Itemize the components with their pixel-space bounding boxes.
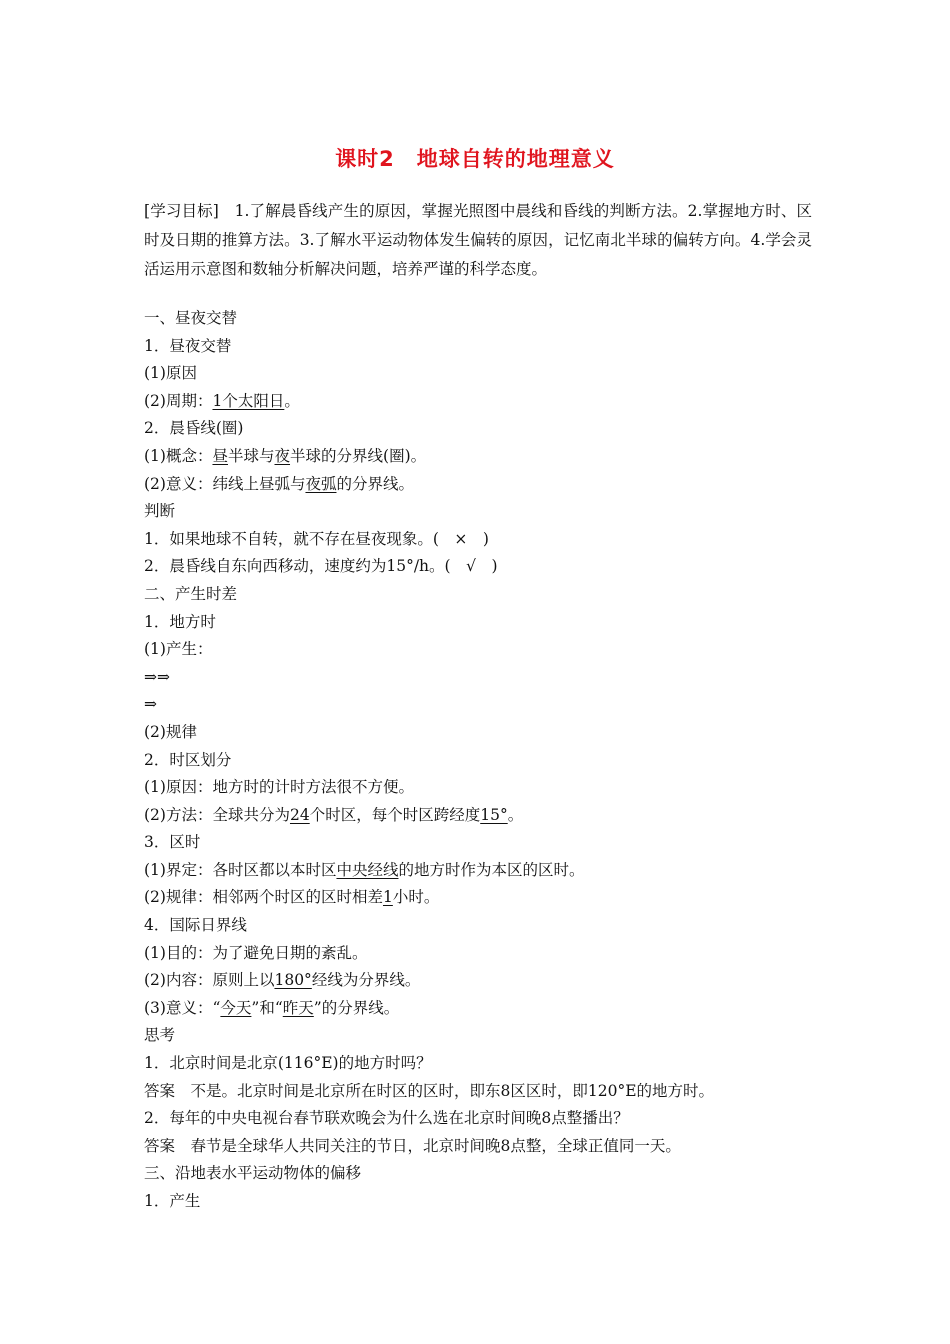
text-line: (1)原因：地方时的计时方法很不方便。 <box>144 778 414 797</box>
subheading: 4．国际日界线 <box>144 916 247 935</box>
subheading: 3．区时 <box>144 833 201 852</box>
text-line: (1)产生： <box>144 640 213 659</box>
lesson-content <box>144 305 824 1216</box>
arrow-line: ⇒⇒ <box>144 667 170 686</box>
judge-label: 判断 <box>144 502 176 521</box>
learning-objectives: [学习目标] 1.了解晨昏线产生的原因，掌握光照图中晨线和昏线的判断方法。2.掌握地方时、区时及日期的推算方法。3.了解水平运动物体发生偏转的原因，记忆南北半球的偏转方向。4.学会灵活运用示意图和数轴分析解决问题，培养严谨的科学态度。 <box>144 202 812 278</box>
subheading: 1．地方时 <box>144 612 216 631</box>
answer-blank: 昼 <box>212 446 228 465</box>
question: 1．北京时间是北京(116°E)的地方时吗？ <box>144 1054 432 1073</box>
answer: 答案 不是。北京时间是北京所在时区的区时，即东8区区时，即120°E的地方时。 <box>144 1081 715 1100</box>
answer: 答案 春节是全球华人共同关注的节日，北京时间晚8点整，全球正值同一天。 <box>144 1136 681 1155</box>
text-line: (1)概念：昼半球与夜半球的分界线(圈)。 <box>144 446 427 465</box>
answer-blank: 1个太阳日 <box>212 391 285 410</box>
text-line: (2)规律 <box>144 722 197 741</box>
text-line: (2)内容：原则上以180°经线为分界线。 <box>144 971 421 990</box>
subheading: 1．昼夜交替 <box>144 336 232 355</box>
answer-blank: 夜弧 <box>305 474 337 493</box>
arrow-line: ⇒ <box>144 695 157 714</box>
text-line: (1)目的：为了避免日期的紊乱。 <box>144 943 368 962</box>
answer-blank: 24 <box>289 805 310 824</box>
answer-blank: 昨天 <box>282 998 314 1017</box>
answer-blank: 中央经线 <box>336 860 399 879</box>
section-heading: 一、昼夜交替 <box>144 309 238 327</box>
text-line: (2)方法：全球共分为24个时区，每个时区跨经度15°。 <box>144 805 524 824</box>
section-heading: 三、沿地表水平运动物体的偏移 <box>144 1164 362 1183</box>
text-line: (1)原因 <box>144 364 197 383</box>
page-title: 课时2 地球自转的地理意义 <box>335 147 615 171</box>
judge-item: 2．晨昏线自东向西移动，速度约为15°/h。( √ ) <box>144 557 498 576</box>
answer-blank: 夜 <box>274 446 291 465</box>
subheading: 2．时区划分 <box>144 750 232 769</box>
section-heading: 二、产生时差 <box>144 584 238 603</box>
answer-blank: 1 <box>382 888 393 907</box>
subheading: 2．晨昏线(圈) <box>144 419 244 438</box>
subheading: 1．产生 <box>144 1192 201 1210</box>
text-line: (2)规律：相邻两个时区的区时相差1小时。 <box>144 888 440 907</box>
text-line: (2)周期：1个太阳日。 <box>144 391 300 410</box>
text-line: (2)意义：纬线上昼弧与夜弧的分界线。 <box>144 474 414 493</box>
think-label: 思考 <box>144 1026 176 1045</box>
question: 2．每年的中央电视台春节联欢晚会为什么选在北京时间晚8点整播出？ <box>144 1109 629 1128</box>
answer-blank: 今天 <box>220 998 252 1017</box>
answer-blank: 180° <box>274 971 312 990</box>
judge-item: 1．如果地球不自转，就不存在昼夜现象。( × ) <box>144 529 489 548</box>
answer-blank: 15° <box>480 805 508 824</box>
text-line: (1)界定：各时区都以本时区中央经线的地方时作为本区的区时。 <box>144 860 585 879</box>
text-line: (3)意义：“今天”和“昨天”的分界线。 <box>144 998 400 1017</box>
